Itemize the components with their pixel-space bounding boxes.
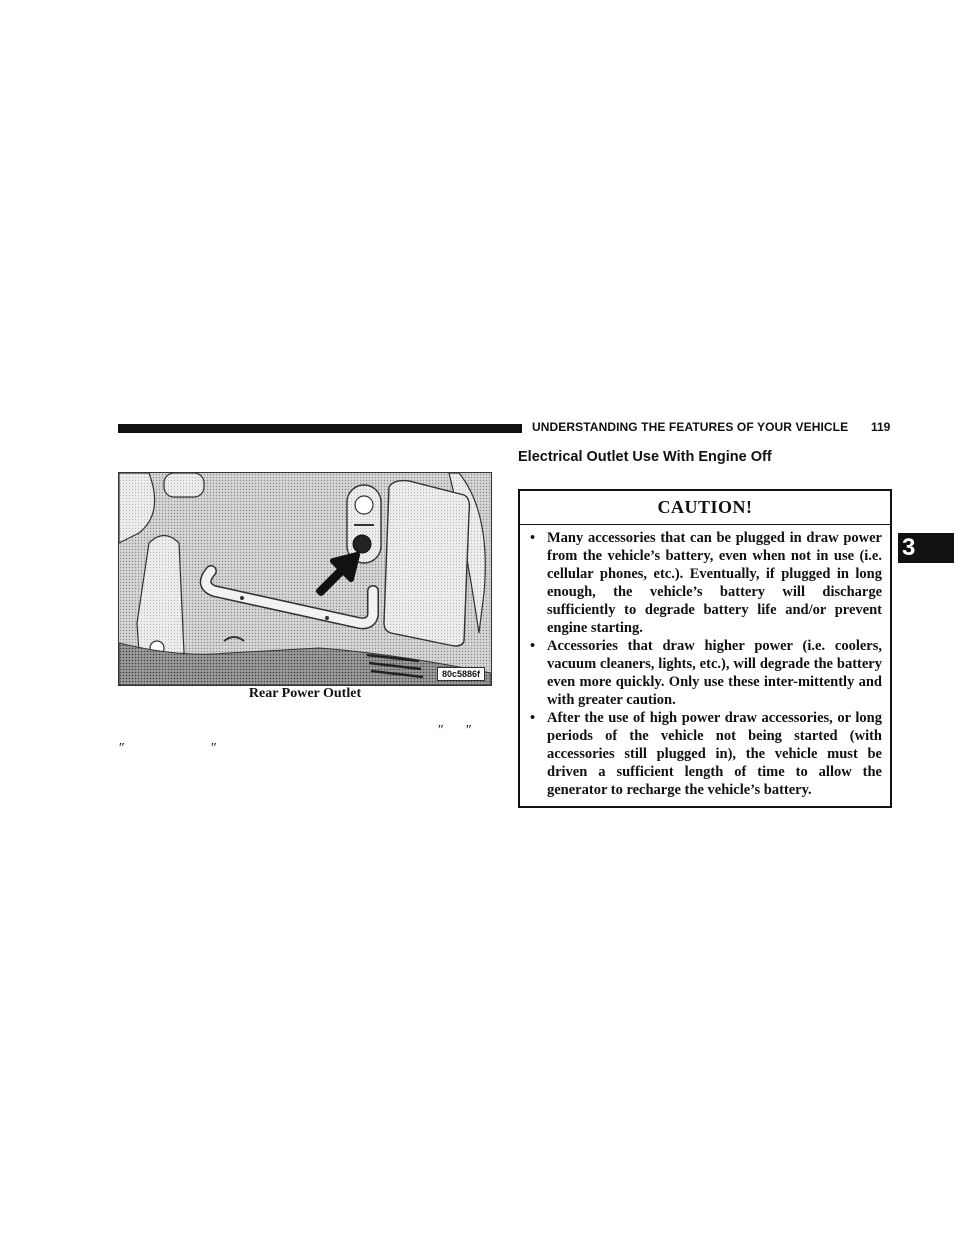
- quote-mark: ″: [118, 741, 124, 756]
- bullet-icon: •: [530, 530, 536, 546]
- page-number: 119: [871, 420, 891, 434]
- section-heading: Electrical Outlet Use With Engine Off: [518, 449, 772, 465]
- quote-mark: ″: [437, 723, 443, 738]
- caution-item-text: After the use of high power draw accessories, or long periods of the vehicle not being started (with accessories still plugged in), the vehicle must be driven a sufficient length of time to allow the generator to recharge the vehicle’s battery.: [547, 710, 882, 798]
- caution-item-text: Many accessories that can be plugged in draw power from the vehicle’s battery, even when not in use (i.e. cellular phones, etc.). Eventually, if plugged in long enough, the vehicle’s battery will discharge sufficiently to degrade battery life and/or prevent engine starting.: [547, 530, 882, 636]
- caution-title: CAUTION!: [520, 491, 890, 525]
- running-header: UNDERSTANDING THE FEATURES OF YOUR VEHICLE: [532, 420, 849, 434]
- quote-mark: ″: [210, 741, 216, 756]
- caution-box: [518, 489, 892, 808]
- rear-power-outlet-illustration: [118, 472, 492, 686]
- figure-caption: Rear Power Outlet: [248, 686, 362, 701]
- bullet-icon: •: [530, 638, 536, 654]
- header-rule: [118, 424, 522, 433]
- quote-mark: ″: [465, 723, 471, 738]
- chapter-tab: 3: [898, 533, 954, 563]
- caution-item: [530, 709, 882, 799]
- bullet-icon: •: [530, 710, 536, 726]
- outlet-drawing: [119, 473, 491, 685]
- figure-code-label: 80c5886f: [437, 667, 485, 681]
- caution-item: [530, 637, 882, 709]
- caution-list: [520, 525, 890, 799]
- caution-item: [530, 529, 882, 637]
- caution-item-text: Accessories that draw higher power (i.e. coolers, vacuum cleaners, lights, etc.), will degrade the battery even more quickly. Only use these inter-mittently and with greater caution.: [547, 638, 882, 708]
